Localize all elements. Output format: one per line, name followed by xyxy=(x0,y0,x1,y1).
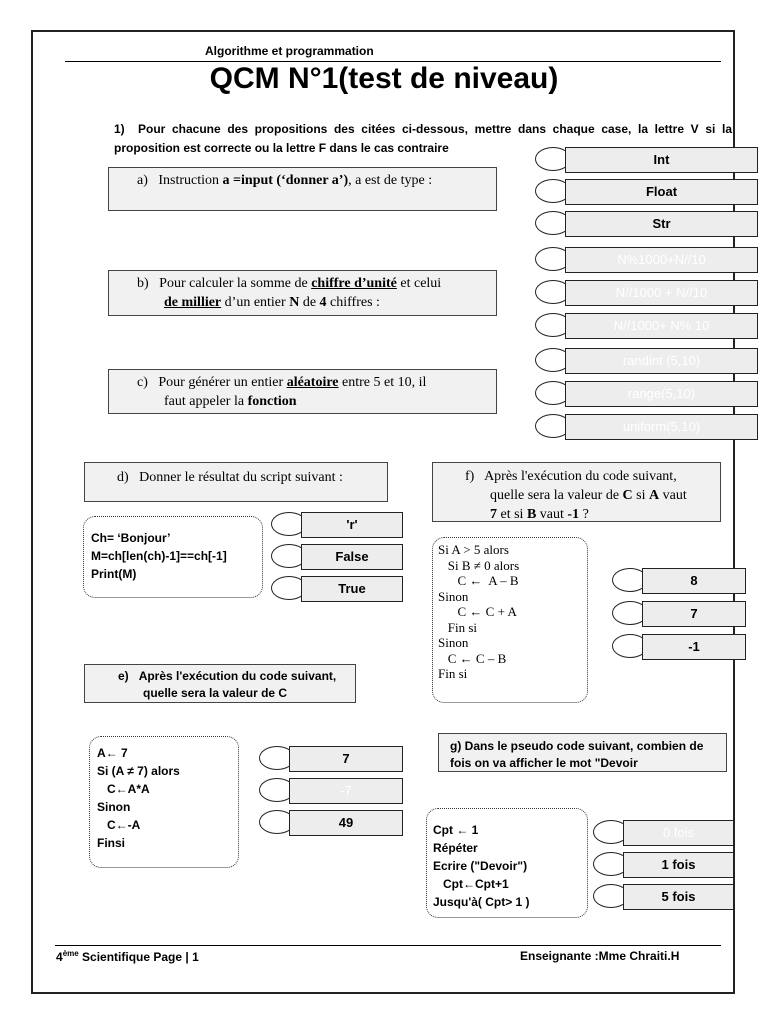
question-b-text-2: et celui xyxy=(396,276,442,291)
code-line: Cpt ← 1 xyxy=(433,823,479,837)
option-label: -1 xyxy=(642,634,746,660)
option-label: Int xyxy=(565,147,758,173)
option-label: True xyxy=(301,576,403,602)
question-b-text-3: d’un entier xyxy=(221,295,290,310)
subject-header: Algorithme et programmation xyxy=(205,44,374,58)
question-f-var-a: A xyxy=(649,488,660,503)
code-line: Sinon xyxy=(438,635,469,650)
question-letter: d) xyxy=(117,470,129,485)
footer-left xyxy=(56,949,199,964)
question-b-keyword-millier: de millier xyxy=(164,295,222,310)
question-b-text-4: de xyxy=(299,295,320,310)
question-a-text: Instruction xyxy=(158,173,223,188)
question-c-keyword-2: fonction xyxy=(247,394,297,409)
code-line: Print(M) xyxy=(91,567,137,581)
question-e-text-2: quelle sera la valeur de C xyxy=(143,686,288,700)
question-f-text-3: si xyxy=(632,488,650,503)
question-letter: e) xyxy=(118,669,129,683)
question-f-value-a: 7 xyxy=(490,507,497,522)
option-label: range(5,10) xyxy=(565,381,758,407)
question-a-text-end: , a est de type : xyxy=(348,173,433,188)
footer-rule xyxy=(55,945,721,946)
question-f-var-b: B xyxy=(526,507,537,522)
code-block-d xyxy=(83,516,263,598)
option-label: 49 xyxy=(289,810,403,836)
code-line: Répéter xyxy=(433,841,478,855)
code-line: Finsi xyxy=(97,836,126,850)
question-c-keyword: aléatoire xyxy=(286,375,339,390)
option-label: Str xyxy=(565,211,758,237)
code-line: C ← C + A xyxy=(438,604,517,619)
code-line: Fin si xyxy=(438,666,468,681)
question-number: 1) xyxy=(114,122,125,136)
question-b-text: Pour calculer la somme de xyxy=(159,276,312,291)
code-line: Ecrire ("Devoir") xyxy=(433,859,528,873)
question-f-text-2: quelle sera la valeur de xyxy=(490,488,623,503)
option-label: 1 fois xyxy=(623,852,734,878)
option-label: 7 xyxy=(289,746,403,772)
question-f-var-c: C xyxy=(622,488,633,503)
code-line: C ← A – B xyxy=(438,573,519,588)
option-label: uniform(5,10) xyxy=(565,414,758,440)
question-letter: f) xyxy=(465,469,475,484)
question-letter: c) xyxy=(137,375,148,390)
footer-page: Scientifique Page | 1 xyxy=(78,950,199,964)
code-line: Si B ≠ 0 alors xyxy=(438,557,520,573)
question-a-box xyxy=(108,167,497,211)
option-label: 5 fois xyxy=(623,884,734,910)
code-block-e xyxy=(89,736,239,868)
question-g-text-2: fois on va afficher le mot "Devoir xyxy=(450,756,638,770)
code-block-g xyxy=(426,808,588,918)
code-line: C ← C – B xyxy=(438,650,507,666)
code-line: Sinon xyxy=(97,800,131,814)
question-a-code: a =input (‘donner a’) xyxy=(222,173,349,188)
question-g-text: g) Dans le pseudo code suivant, combien de xyxy=(450,739,704,753)
question-b-keyword-unit: chiffre d’unité xyxy=(311,276,397,291)
question-f-text-6: vaut xyxy=(536,507,568,522)
code-line: M=ch[len(ch)-1]==ch[-1] xyxy=(91,549,227,563)
option-label: -7 xyxy=(289,778,403,804)
question-f-text-4: vaut xyxy=(659,488,687,503)
code-line: Ch= ‘Bonjour’ xyxy=(91,531,171,545)
question-g-box xyxy=(438,733,727,772)
question-c-box xyxy=(108,369,497,414)
question-b-digits: 4 xyxy=(319,295,327,310)
code-line: Sinon xyxy=(438,588,469,604)
code-line: Cpt←Cpt+1 xyxy=(433,877,509,891)
page-title: QCM N°1(test de niveau) xyxy=(209,62,559,95)
option-label: 'r' xyxy=(301,512,403,538)
code-line: A← 7 xyxy=(97,746,128,760)
question-c-text-2: entre 5 et 10, il xyxy=(338,375,427,390)
question-c-text-3: faut appeler la xyxy=(164,394,248,409)
question-e-text: Après l'exécution du code suivant, xyxy=(138,669,337,683)
code-line: Si (A ≠ 7) alors xyxy=(97,764,180,778)
code-line: C←A*A xyxy=(97,782,150,796)
code-line: Jusqu'à( Cpt> 1 ) xyxy=(433,895,530,909)
footer-teacher: Enseignante :Mme Chraiti.H xyxy=(520,949,680,963)
question-letter: b) xyxy=(137,276,149,291)
question-c-text: Pour générer un entier xyxy=(158,375,287,390)
question-letter: a) xyxy=(137,173,148,188)
question-f-text-5: et si xyxy=(497,507,527,522)
footer-grade: 4 xyxy=(56,950,63,964)
option-label: 0 fois xyxy=(623,820,734,846)
option-label: 8 xyxy=(642,568,746,594)
question-f-box xyxy=(432,462,721,522)
question-f-text: Après l'exécution du code suivant, xyxy=(484,469,677,484)
question-f-text-7: ? xyxy=(579,507,589,522)
question-b-box xyxy=(108,270,497,316)
option-label: False xyxy=(301,544,403,570)
question-b-text-5: chiffres : xyxy=(326,295,380,310)
question-text: Pour chacune des propositions des citées ci-dessous, mettre dans chaque case, la lettre V si la proposition est correcte ou la lettre F dans le cas contraire xyxy=(114,122,732,155)
code-line: Si A > 5 alors xyxy=(438,542,509,557)
question-b-var: N xyxy=(289,295,300,310)
option-label: N//1000+ N% 10 xyxy=(565,313,758,339)
option-label: Float xyxy=(565,179,758,205)
question-d-box xyxy=(84,462,388,502)
option-label: N%1000+N//10 xyxy=(565,247,758,273)
code-block-f xyxy=(432,537,588,703)
question-e-box xyxy=(84,664,356,703)
option-label: N//1000 + N//10 xyxy=(565,280,758,306)
question-d-text: Donner le résultat du script suivant : xyxy=(139,470,343,485)
option-label: 7 xyxy=(642,601,746,627)
question-f-value-b: -1 xyxy=(567,507,580,522)
code-line: C←-A xyxy=(97,818,141,832)
option-label: randint (5,10) xyxy=(565,348,758,374)
code-line: Fin si xyxy=(438,619,478,635)
footer-grade-suffix: ème xyxy=(62,949,79,958)
